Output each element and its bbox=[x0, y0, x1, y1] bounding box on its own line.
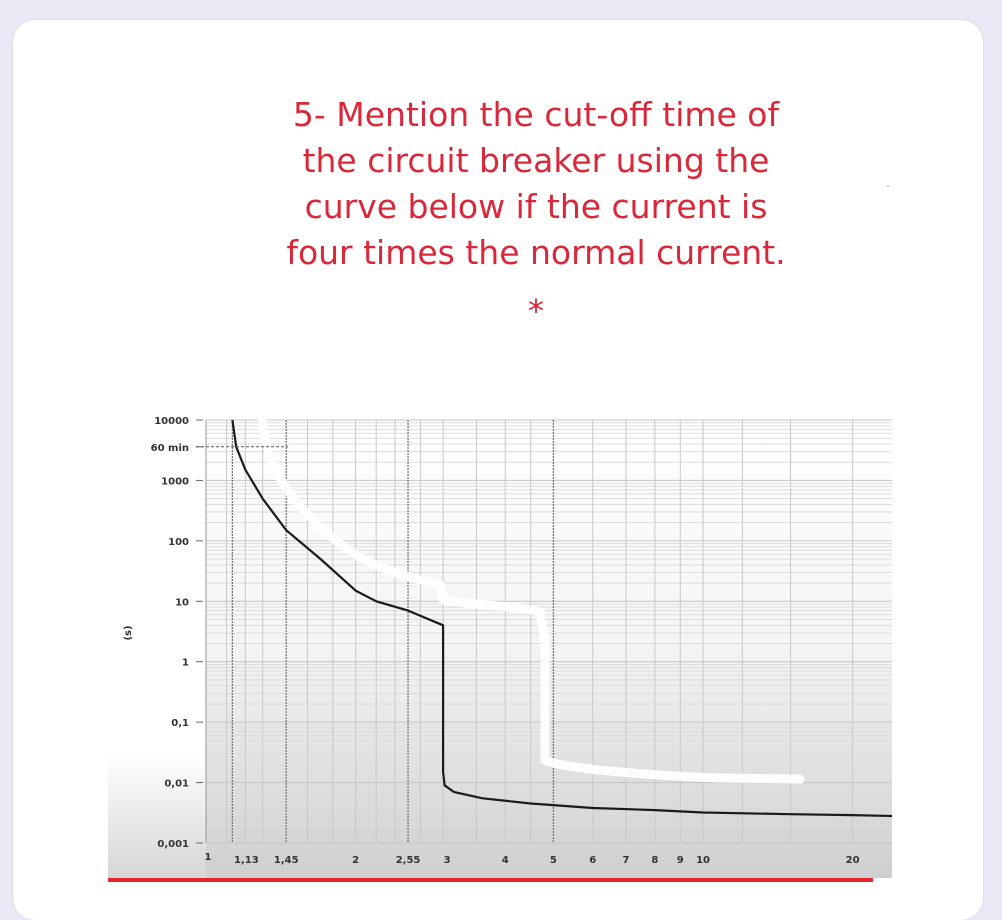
y-tick-label: 0,01 bbox=[164, 778, 189, 790]
y-tick-label: 1 bbox=[182, 657, 189, 669]
x-tick-label: 7 bbox=[622, 855, 630, 866]
x-tick-label: 20 bbox=[845, 855, 860, 866]
x-tick-label: 4 bbox=[501, 855, 509, 866]
x-tick-label: 5 bbox=[549, 855, 557, 866]
x-tick-label: 2 bbox=[352, 855, 360, 866]
question-line-1: 5- Mention the cut-off time of bbox=[292, 95, 780, 134]
question-line-3: curve below if the current is bbox=[304, 187, 768, 226]
answer-underline-bar bbox=[108, 878, 873, 882]
x-tick-label: 1,45 bbox=[273, 855, 299, 866]
x-tick-label: 3 bbox=[443, 855, 451, 866]
y-tick-label: 1000 bbox=[161, 476, 189, 488]
x-tick-label: 1,13 bbox=[234, 855, 259, 866]
question-line-4: four times the normal current. bbox=[286, 233, 786, 272]
x-tick-label: 1 bbox=[204, 852, 212, 863]
y-tick-label: 0,1 bbox=[171, 718, 189, 730]
question-line-2: the circuit breaker using the bbox=[302, 141, 770, 180]
y-tick-label: 100 bbox=[168, 536, 189, 548]
y-tick-label: 10000 bbox=[154, 416, 189, 427]
y-tick-label: 10 bbox=[175, 597, 189, 609]
required-asterisk: * bbox=[528, 292, 544, 330]
y-tick-label: 0,001 bbox=[157, 839, 189, 850]
x-tick-label: 10 bbox=[696, 855, 710, 866]
x-tick-label: 2,55 bbox=[395, 855, 421, 866]
axis-shade bbox=[108, 600, 206, 878]
x-tick-label: 8 bbox=[651, 855, 659, 866]
x-tick-label: 9 bbox=[676, 855, 684, 866]
x-tick-label: 6 bbox=[589, 855, 597, 866]
y-tick-label: 60 min bbox=[150, 442, 189, 454]
y-axis-label: (s) bbox=[123, 625, 134, 641]
